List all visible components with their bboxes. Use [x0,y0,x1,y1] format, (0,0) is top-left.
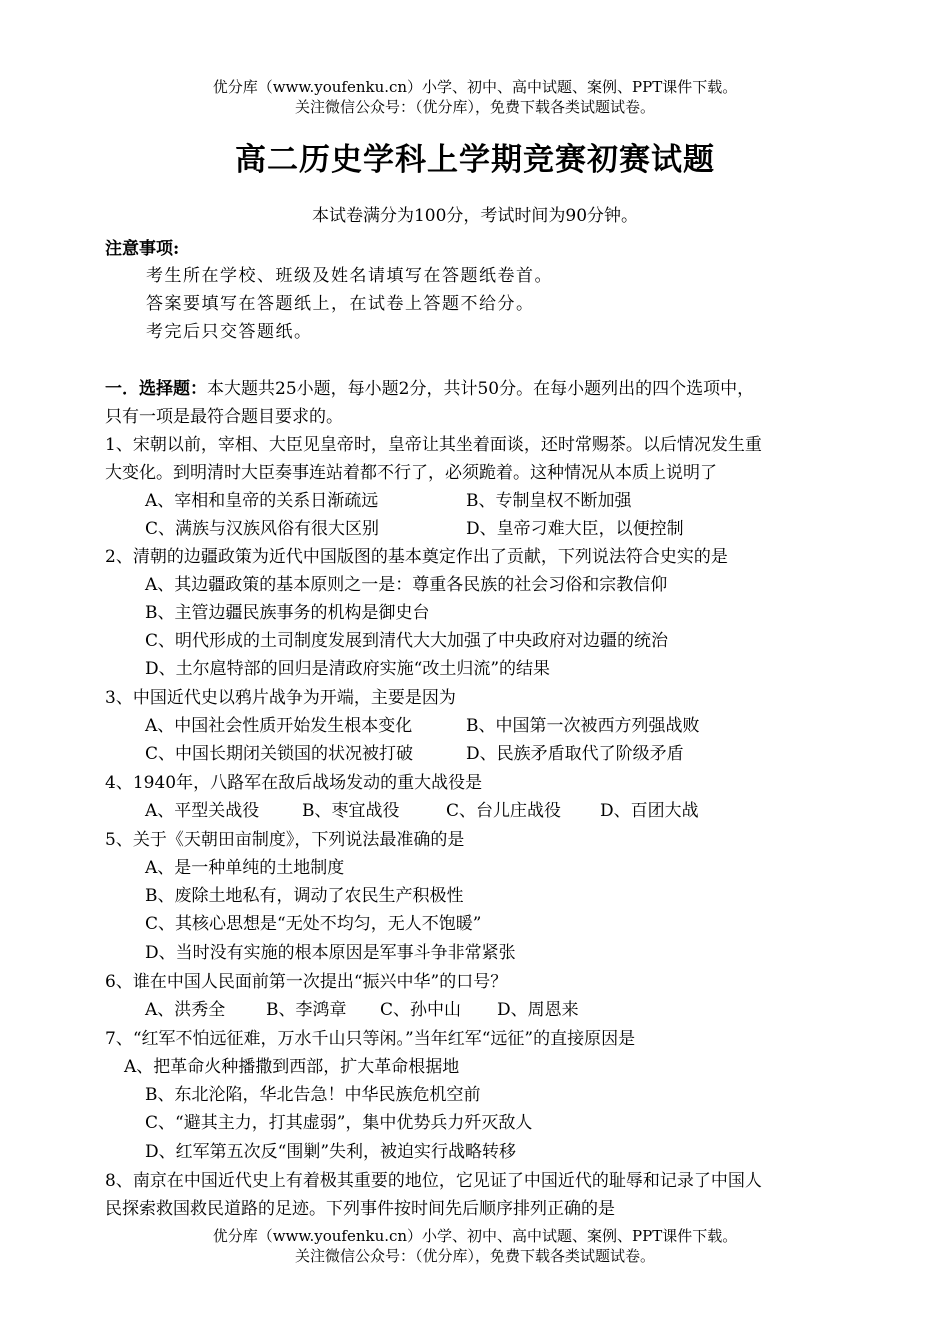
option-c: C、台儿庄战役 [446,801,562,821]
option-a: A、把革命火种播撒到西部，扩大革命根据地 [124,1057,460,1077]
page-title: 高二历史学科上学期竞赛初赛试题 [235,142,715,178]
option-a: A、平型关战役 [145,801,260,821]
option-d: D、皇帝刁难大臣，以便控制 [466,519,684,539]
option-b: B、主管边疆民族事务的机构是御史台 [145,603,430,623]
option-b: B、中国第一次被西方列强战败 [466,716,700,736]
option-c: C、孙中山 [380,1000,462,1020]
option-a: A、宰相和皇帝的关系日渐疏远 [145,491,379,511]
option-c: C、明代形成的土司制度发展到清代大大加强了中央政府对边疆的统治 [145,631,669,651]
section-heading: 一．选择题： [105,379,207,399]
option-b: B、废除土地私有，调动了农民生产积极性 [145,886,464,906]
option-a: A、是一种单纯的土地制度 [145,858,345,878]
question-text: 民探索救国救民道路的足迹。下列事件按时间先后顺序排列正确的是 [105,1199,615,1219]
note-item: 考生所在学校、班级及姓名请填写在答题纸卷首。 [146,266,553,286]
question-text: 1、宋朝以前，宰相、大臣见皇帝时，皇帝让其坐着面谈，还时常赐茶。以后情况发生重 [105,435,762,455]
footer-line-2: 关注微信公众号：（优分库），免费下载各类试题试卷。 [294,1247,655,1265]
section-intro [105,377,754,401]
note-item: 考完后只交答题纸。 [146,322,313,342]
option-d: D、周恩来 [497,1000,579,1020]
option-a: A、其边疆政策的基本原则之一是：尊重各民族的社会习俗和宗教信仰 [145,575,668,595]
section-intro-cont: 只有一项是最符合题目要求的。 [105,407,343,427]
option-c: C、中国长期闭关锁国的状况被打破 [145,744,414,764]
question-text: 大变化。到明清时大臣奏事连站着都不行了，必须跪着。这种情况从本质上说明了 [105,463,717,483]
header-line-1: 优分库（www.youfenku.cn）小学、初中、高中试题、案例、PPT课件下载。 [212,78,738,96]
question-text: 4、1940年，八路军在敌后战场发动的重大战役是 [105,773,483,793]
option-c: C、“避其主力，打其虚弱”，集中优势兵力歼灭敌人 [145,1113,533,1133]
option-b: B、李鸿章 [266,1000,347,1020]
option-b: B、枣宜战役 [302,801,400,821]
option-b: B、东北沦陷，华北告急！中华民族危机空前 [145,1085,481,1105]
option-c: C、满族与汉族风俗有很大区别 [145,519,380,539]
question-text: 8、南京在中国近代史上有着极其重要的地位，它见证了中国近代的耻辱和记录了中国人 [105,1171,762,1191]
notes-heading: 注意事项: [105,239,180,259]
footer-line-1: 优分库（www.youfenku.cn）小学、初中、高中试题、案例、PPT课件下载。 [212,1227,738,1245]
question-text: 3、中国近代史以鸦片战争为开端，主要是因为 [105,688,456,708]
option-b: B、专制皇权不断加强 [466,491,632,511]
header-line-2: 关注微信公众号：（优分库），免费下载各类试题试卷。 [294,98,655,116]
question-text: 6、谁在中国人民面前第一次提出“振兴中华”的口号？ [105,972,508,992]
note-item: 答案要填写在答题纸上，在试卷上答题不给分。 [146,294,535,314]
question-text: 5、关于《天朝田亩制度》，下列说法最准确的是 [105,830,465,850]
option-d: D、民族矛盾取代了阶级矛盾 [466,744,684,764]
option-d: D、红军第五次反“围剿”失利，被迫实行战略转移 [145,1142,517,1162]
option-d: D、百团大战 [600,801,699,821]
section-intro-text: 本大题共25小题，每小题2分，共计50分。在每小题列出的四个选项中， [207,379,755,399]
option-c: C、其核心思想是“无处不均匀，无人不饱暖” [145,914,482,934]
option-a: A、洪秀全 [145,1000,226,1020]
option-d: D、土尔扈特部的回归是清政府实施“改土归流”的结果 [145,659,551,679]
exam-subtitle: 本试卷满分为100分，考试时间为90分钟。 [311,206,639,226]
option-a: A、中国社会性质开始发生根本变化 [145,716,413,736]
option-d: D、当时没有实施的根本原因是军事斗争非常紧张 [145,943,516,963]
question-text: 7、“红军不怕远征难，万水千山只等闲。”当年红军“远征”的直接原因是 [105,1029,636,1049]
question-text: 2、清朝的边疆政策为近代中国版图的基本奠定作出了贡献，下列说法符合史实的是 [105,547,728,567]
